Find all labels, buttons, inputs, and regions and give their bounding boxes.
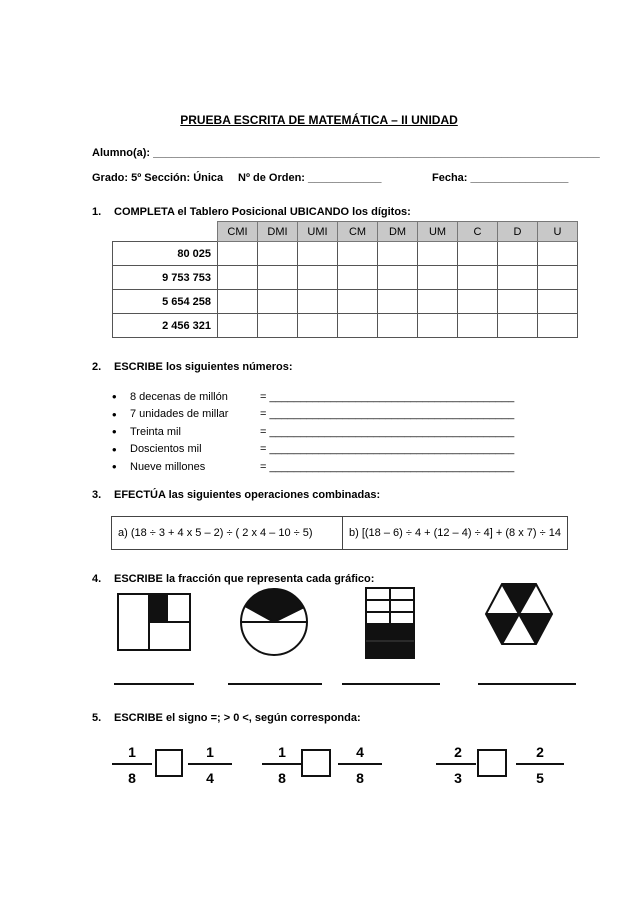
question-3 (92, 489, 380, 501)
bullet-icon: • (112, 406, 117, 422)
numbers-list (112, 388, 514, 476)
fraction-numerator: 4 (356, 744, 364, 760)
question-number: 3. (92, 489, 102, 501)
table-row (113, 314, 578, 338)
operation-a[interactable]: a) (18 ÷ 3 + 4 x 5 – 2) ÷ ( 2 x 4 – 10 ÷ 5) (112, 517, 343, 550)
fraction-denominator: 8 (356, 770, 364, 786)
answer-cell[interactable] (378, 266, 418, 290)
answer-cell[interactable] (498, 242, 538, 266)
header-cell: UM (418, 222, 458, 242)
answer-cell[interactable] (538, 314, 578, 338)
list-item (112, 458, 514, 476)
answer-cell[interactable] (258, 242, 298, 266)
answer-cell[interactable] (458, 290, 498, 314)
answer-cell[interactable] (218, 290, 258, 314)
header-cell: CM (338, 222, 378, 242)
list-item (112, 388, 514, 406)
fraction-numerator: 2 (454, 744, 462, 760)
table-row (113, 266, 578, 290)
fraction-numerator: 1 (206, 744, 214, 760)
table-row (112, 517, 568, 550)
answer-cell[interactable] (538, 290, 578, 314)
fraction-numerator: 2 (536, 744, 544, 760)
list-item (112, 406, 514, 424)
answer-cell[interactable] (418, 290, 458, 314)
answer-cell[interactable] (538, 242, 578, 266)
answer-cell[interactable] (298, 290, 338, 314)
fraction-circle-graphic (238, 586, 310, 658)
answer-cell[interactable] (418, 242, 458, 266)
alumno-field: Alumno(a): _________________________________________________________________________ (92, 147, 600, 159)
answer-cell[interactable] (218, 266, 258, 290)
header-cell: U (538, 222, 578, 242)
fraction-denominator: 8 (278, 770, 286, 786)
row-number: 2 456 321 (113, 314, 218, 338)
answer-cell[interactable] (538, 266, 578, 290)
question-4 (92, 573, 374, 585)
sign-box[interactable] (478, 750, 506, 776)
comparison-pair-1 (112, 744, 232, 786)
table-row (113, 242, 578, 266)
header-blank (113, 222, 218, 242)
fraction-rectangle-graphic (364, 586, 416, 660)
answer-line[interactable]: = ________________________________________ (260, 425, 515, 438)
sign-box[interactable] (302, 750, 330, 776)
answer-cell[interactable] (298, 314, 338, 338)
question-text: EFECTÚA las siguientes operaciones combinadas: (114, 489, 381, 501)
answer-cell[interactable] (218, 242, 258, 266)
answer-cell[interactable] (498, 290, 538, 314)
place-value-table (112, 221, 578, 338)
header-cell: UMI (298, 222, 338, 242)
item-label: 7 unidades de millar (130, 408, 229, 421)
question-number: 2. (92, 361, 102, 373)
answer-cell[interactable] (418, 266, 458, 290)
question-1 (92, 206, 411, 218)
question-text: ESCRIBE los siguientes números: (114, 361, 293, 373)
question-5 (92, 712, 361, 724)
header-cell: CMI (218, 222, 258, 242)
fraction-numerator: 1 (128, 744, 136, 760)
fraction-numerator: 1 (278, 744, 286, 760)
question-number: 4. (92, 573, 102, 585)
row-number: 5 654 258 (113, 290, 218, 314)
answer-cell[interactable] (498, 314, 538, 338)
comparison-pair-2 (262, 744, 382, 786)
question-text: COMPLETA el Tablero Posicional UBICANDO los dígitos: (114, 206, 411, 218)
bullet-icon: • (112, 424, 117, 440)
answer-lines[interactable] (110, 680, 580, 688)
answer-cell[interactable] (298, 266, 338, 290)
answer-cell[interactable] (458, 266, 498, 290)
answer-line[interactable]: = ________________________________________ (260, 443, 515, 456)
row-number: 80 025 (113, 242, 218, 266)
answer-cell[interactable] (338, 314, 378, 338)
answer-cell[interactable] (418, 314, 458, 338)
header-cell: DM (378, 222, 418, 242)
item-label: Treinta mil (130, 425, 181, 438)
answer-cell[interactable] (378, 314, 418, 338)
answer-cell[interactable] (258, 314, 298, 338)
comparison-fractions (108, 738, 578, 798)
question-number: 5. (92, 712, 102, 724)
fraction-denominator: 5 (536, 770, 544, 786)
question-text: ESCRIBE el signo =; > 0 <, según corresponda: (114, 712, 361, 724)
bullet-icon: • (112, 441, 117, 457)
answer-cell[interactable] (258, 290, 298, 314)
answer-cell[interactable] (378, 290, 418, 314)
fraction-hexagon-graphic (484, 582, 554, 646)
list-item (112, 441, 514, 459)
answer-cell[interactable] (338, 266, 378, 290)
fraction-denominator: 3 (454, 770, 462, 786)
operations-table (111, 516, 568, 550)
answer-line[interactable]: = ________________________________________ (260, 390, 515, 403)
comparison-pair-3 (436, 744, 564, 786)
answer-line[interactable]: = ________________________________________ (260, 460, 515, 473)
header-cell: DMI (258, 222, 298, 242)
bullet-icon: • (112, 459, 117, 475)
question-number: 1. (92, 206, 102, 218)
question-2 (92, 361, 292, 373)
fraction-denominator: 4 (206, 770, 214, 786)
answer-cell[interactable] (378, 242, 418, 266)
header-cell: D (498, 222, 538, 242)
fecha-field: Fecha: ________________ (432, 172, 569, 184)
item-label: 8 decenas de millón (130, 390, 228, 403)
table-row (113, 290, 578, 314)
item-label: Nueve millones (130, 460, 206, 473)
answer-cell[interactable] (458, 314, 498, 338)
answer-cell[interactable] (258, 266, 298, 290)
answer-cell[interactable] (458, 242, 498, 266)
answer-cell[interactable] (338, 242, 378, 266)
header-cell: C (458, 222, 498, 242)
answer-cell[interactable] (298, 242, 338, 266)
operation-b[interactable]: b) [(18 – 6) ÷ 4 + (12 – 4) ÷ 4] + (8 x 7) ÷ 14 (343, 517, 568, 550)
answer-cell[interactable] (498, 266, 538, 290)
fraction-square-graphic (116, 592, 192, 652)
page-title: PRUEBA ESCRITA DE MATEMÁTICA – II UNIDAD (180, 113, 458, 127)
list-item (112, 423, 514, 441)
grado-seccion: Grado: 5º Sección: Única (92, 172, 224, 184)
orden-field: Nº de Orden: ____________ (238, 172, 382, 184)
answer-cell[interactable] (338, 290, 378, 314)
item-label: Doscientos mil (130, 443, 202, 456)
bullet-icon: • (112, 389, 117, 405)
question-text: ESCRIBE la fracción que representa cada gráfico: (114, 573, 375, 585)
answer-cell[interactable] (218, 314, 258, 338)
answer-line[interactable]: = ________________________________________ (260, 408, 515, 421)
table-header-row (113, 222, 578, 242)
sign-box[interactable] (156, 750, 182, 776)
fraction-denominator: 8 (128, 770, 136, 786)
row-number: 9 753 753 (113, 266, 218, 290)
